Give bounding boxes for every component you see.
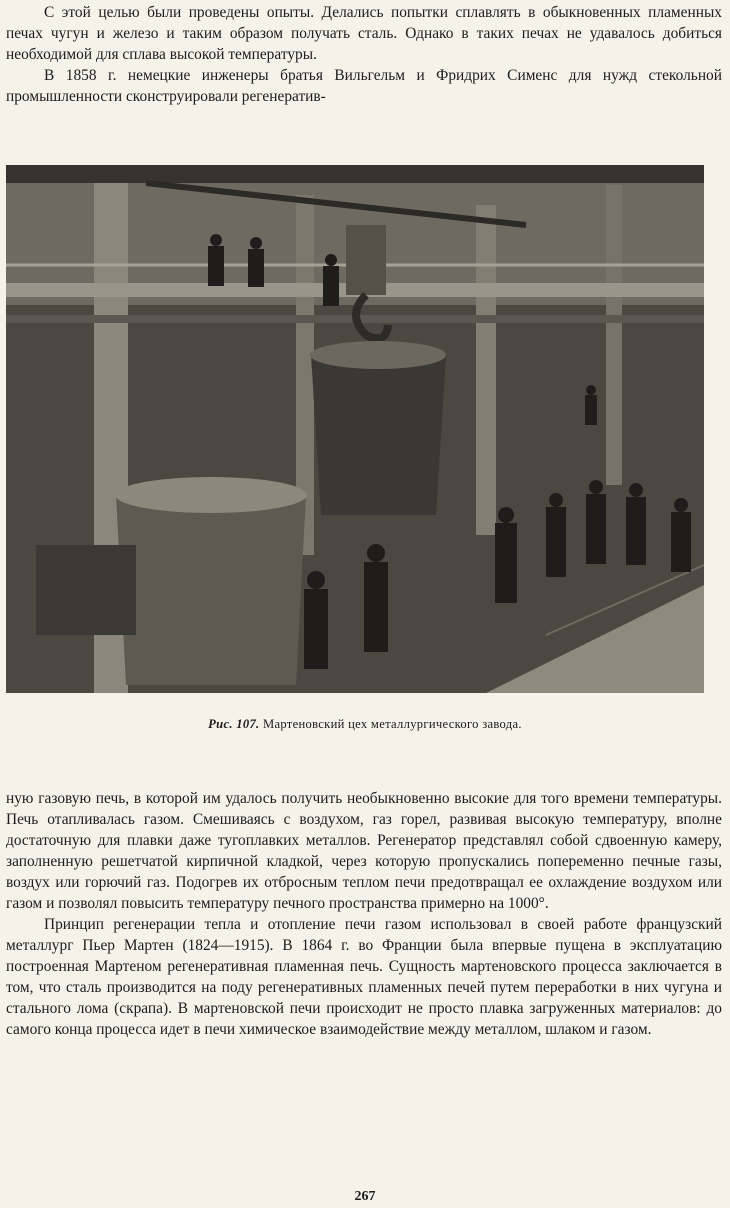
figure-number: Рис. 107. xyxy=(208,717,260,731)
page-number: 267 xyxy=(354,1189,376,1204)
steel-shop-photo xyxy=(6,165,704,693)
figure-caption-text: Мартеновский цех металлургического завода. xyxy=(262,717,522,731)
paragraph-regenerative-furnace: ную газовую печь, в которой им удалось получить необыкновенно высокие для того времени температуры. Печь отапливалась газом. Смешиваясь с воздухом, газ горел, развивая высокую температуру, вполне достаточную для плавки даже тугоплавких металлов. Регенератор представлял собой сдвоенную камеру, заполненную решетчатой кирпичной кладкой, через которую пропускались попеременно печные газы, воздух или горючий газ. Подогрев их отбросным теплом печи предотвращал ее охлаждение воздухом или газом и позволял повысить температуру печного пространства примерно на 1000°. xyxy=(6,790,722,912)
paragraph-martin: Принцип регенерации тепла и отопление печи газом использовал в своей работе французский металлург Пьер Мартен (1824—1915). В 1864 г. во Франции была впервые пущена в эксплуатацию построенная Мартеном регенеративная пламенная печь. Сущность мартеновского процесса заключается в том, что сталь производится на поду регенеративных пламенных печей путем переработки в них чугуна и стального лома (скрапа). В мартеновской печи происходит не просто плавка загруженных материалов: до самого конца процесса идет в печи химическое взаимодействие между металлом, шлаком и газом. xyxy=(6,916,722,1038)
bottom-text-block xyxy=(6,788,722,1040)
paragraph-experiments: С этой целью были проведены опыты. Делались попытки сплавлять в обыкновенных пламенных печах чугун и железо и таким образом получать сталь. Однако в таких печах не удавалось добиться необходимой для сплава высокой температуры. xyxy=(6,4,722,63)
top-text-block xyxy=(6,2,722,107)
photo-illustration xyxy=(6,165,704,693)
figure-caption xyxy=(0,717,730,732)
paragraph-siemens: В 1858 г. немецкие инженеры братья Вильгельм и Фридрих Сименс для нужд стекольной промышленности сконструировали регенератив- xyxy=(6,67,722,105)
